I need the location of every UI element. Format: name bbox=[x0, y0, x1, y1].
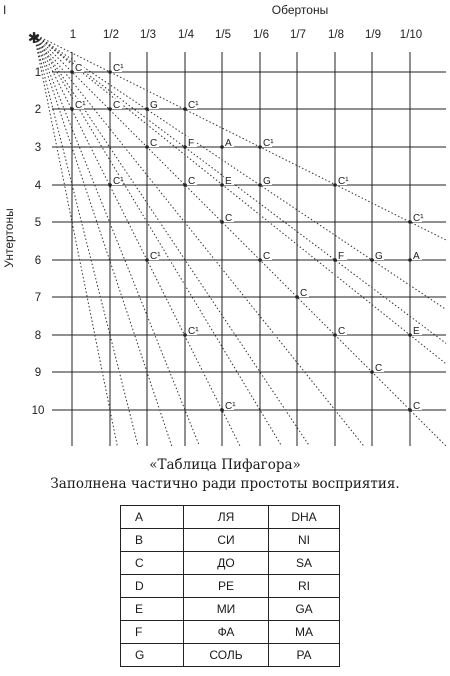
grid-node bbox=[220, 145, 224, 149]
grid-node bbox=[145, 107, 149, 111]
note-label: C bbox=[338, 326, 346, 337]
dotted-ray bbox=[34, 34, 446, 309]
undertone-label: 3 bbox=[34, 142, 42, 154]
undertone-label: 8 bbox=[34, 330, 42, 342]
note-label: A bbox=[413, 251, 420, 262]
grid-node bbox=[183, 183, 187, 187]
note-letter-cell: B bbox=[121, 529, 184, 552]
overtone-label: 1/9 bbox=[365, 29, 381, 41]
undertone-label: 10 bbox=[31, 405, 45, 417]
note-sargam-cell: MA bbox=[269, 621, 340, 644]
dotted-ray bbox=[31, 34, 309, 446]
note-label: C bbox=[113, 100, 121, 111]
undertone-label: 4 bbox=[34, 180, 42, 192]
dotted-ray bbox=[31, 34, 240, 446]
grid-node bbox=[220, 220, 224, 224]
note-label: C bbox=[375, 363, 383, 374]
note-sargam-cell: DHA bbox=[269, 506, 340, 529]
grid-node bbox=[408, 408, 412, 412]
note-label: C bbox=[150, 138, 158, 149]
grid-node bbox=[108, 107, 112, 111]
grid-node bbox=[220, 408, 224, 412]
note-sargam-cell: GA bbox=[269, 598, 340, 621]
note-table-row bbox=[121, 552, 340, 575]
note-russian-cell: ДО bbox=[184, 552, 269, 575]
note-letter-cell: G bbox=[121, 644, 184, 667]
grid-node bbox=[295, 295, 299, 299]
note-table-row bbox=[121, 621, 340, 644]
overtone-label: 1 bbox=[69, 29, 77, 41]
note-label: C bbox=[263, 251, 271, 262]
note-label: E bbox=[413, 326, 420, 337]
note-label: C¹ bbox=[413, 213, 424, 224]
grid-node bbox=[408, 220, 412, 224]
note-label: G bbox=[263, 176, 271, 187]
note-label: G bbox=[150, 100, 158, 111]
grid-node bbox=[145, 258, 149, 262]
grid-node bbox=[183, 145, 187, 149]
overtone-label: 1/4 bbox=[178, 29, 194, 41]
note-label: C bbox=[300, 288, 308, 299]
dotted-ray bbox=[34, 34, 446, 240]
note-label: C bbox=[75, 63, 83, 74]
undertone-label: 6 bbox=[34, 255, 42, 267]
overtone-label: 1/5 bbox=[215, 29, 231, 41]
grid-node bbox=[258, 183, 262, 187]
overtone-label: 1/8 bbox=[328, 29, 344, 41]
note-label: C bbox=[225, 213, 233, 224]
note-label: C¹ bbox=[113, 176, 124, 187]
dotted-ray bbox=[34, 34, 446, 364]
grid-node bbox=[370, 370, 374, 374]
corner-label: I bbox=[3, 3, 7, 17]
undertone-label: 7 bbox=[34, 292, 42, 304]
note-table-row bbox=[121, 598, 340, 621]
grid-node bbox=[333, 333, 337, 337]
dotted-ray bbox=[31, 34, 138, 446]
grid-node bbox=[408, 333, 412, 337]
grid-node bbox=[258, 145, 262, 149]
note-table-row bbox=[121, 644, 340, 667]
note-label: F bbox=[188, 138, 195, 149]
note-russian-cell: ФА bbox=[184, 621, 269, 644]
note-sargam-cell: NI bbox=[269, 529, 340, 552]
note-label: C¹ bbox=[263, 138, 274, 149]
grid-node bbox=[408, 258, 412, 262]
note-russian-cell: ЛЯ bbox=[184, 506, 269, 529]
note-label: F bbox=[338, 251, 345, 262]
note-sargam-cell: RI bbox=[269, 575, 340, 598]
undertone-label: 1 bbox=[34, 67, 42, 79]
note-label: A bbox=[225, 138, 232, 149]
note-russian-cell: СИ bbox=[184, 529, 269, 552]
note-correspondence-table bbox=[120, 505, 340, 667]
note-russian-cell: МИ bbox=[184, 598, 269, 621]
note-label: G bbox=[375, 251, 383, 262]
overtone-label: 1/7 bbox=[290, 29, 306, 41]
grid-node bbox=[183, 107, 187, 111]
overtone-label: 1/3 bbox=[140, 29, 156, 41]
undertone-label: 9 bbox=[34, 367, 42, 379]
grid-node bbox=[258, 258, 262, 262]
note-table-row bbox=[121, 529, 340, 552]
dotted-ray bbox=[31, 34, 199, 446]
grid-node bbox=[108, 183, 112, 187]
note-russian-cell: РЕ bbox=[184, 575, 269, 598]
overtones-title: Обертоны bbox=[271, 3, 329, 17]
caption-subtitle: Заполнена частично ради простоты восприятия. bbox=[50, 476, 400, 492]
note-letter-cell: F bbox=[121, 621, 184, 644]
grid-node bbox=[108, 70, 112, 74]
note-label: E bbox=[225, 176, 232, 187]
grid-node bbox=[70, 70, 74, 74]
note-table-row bbox=[121, 506, 340, 529]
caption-title: «Таблица Пифагора» bbox=[149, 457, 301, 473]
note-label: C¹ bbox=[75, 100, 86, 111]
grid-node bbox=[370, 258, 374, 262]
note-label: C bbox=[413, 401, 421, 412]
grid-node bbox=[70, 107, 74, 111]
dotted-ray bbox=[31, 34, 172, 446]
note-letter-cell: A bbox=[121, 506, 184, 529]
dotted-ray bbox=[31, 34, 446, 446]
grid-node bbox=[333, 183, 337, 187]
grid-node bbox=[333, 258, 337, 262]
undertone-label: 2 bbox=[34, 104, 42, 116]
overtone-label: 1/6 bbox=[253, 29, 269, 41]
undertone-label: 5 bbox=[34, 217, 42, 229]
note-label: C¹ bbox=[113, 63, 124, 74]
note-letter-cell: E bbox=[121, 598, 184, 621]
note-letter-cell: D bbox=[121, 575, 184, 598]
dotted-ray bbox=[31, 34, 364, 446]
note-label: C¹ bbox=[188, 100, 199, 111]
note-table-row bbox=[121, 575, 340, 598]
grid-node bbox=[183, 333, 187, 337]
overtone-label: 1/10 bbox=[399, 29, 423, 41]
origin-marker: ✱ bbox=[27, 30, 41, 47]
note-label: C¹ bbox=[188, 326, 199, 337]
note-label: C¹ bbox=[150, 251, 161, 262]
note-label: C bbox=[188, 176, 196, 187]
note-label: C¹ bbox=[225, 401, 236, 412]
note-russian-cell: СОЛЬ bbox=[184, 644, 269, 667]
undertones-title: Унтертоны bbox=[2, 208, 16, 268]
note-letter-cell: C bbox=[121, 552, 184, 575]
note-label: C¹ bbox=[338, 176, 349, 187]
grid-node bbox=[145, 145, 149, 149]
note-sargam-cell: PA bbox=[269, 644, 340, 667]
note-sargam-cell: SA bbox=[269, 552, 340, 575]
overtone-label: 1/2 bbox=[103, 29, 119, 41]
grid-node bbox=[220, 183, 224, 187]
